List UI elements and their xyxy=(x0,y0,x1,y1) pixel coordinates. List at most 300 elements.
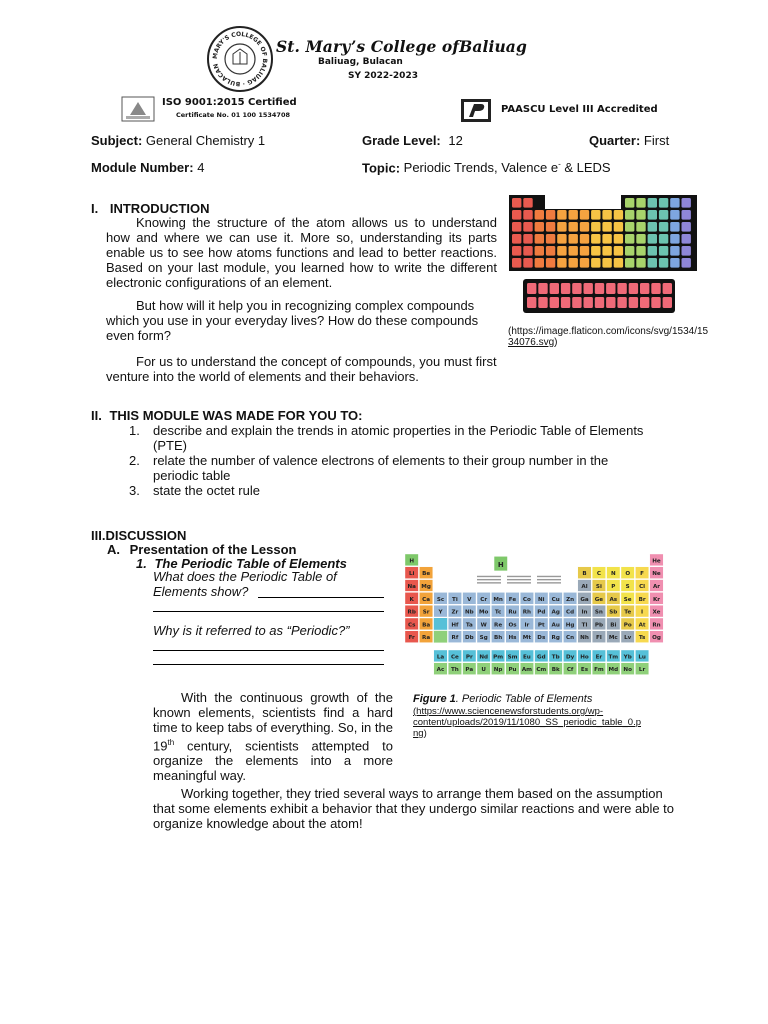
svg-text:Ti: Ti xyxy=(452,596,458,603)
element-cell xyxy=(635,580,648,592)
objective-text: describe and explain the trends in atomic properties in the Periodic Table of Elements xyxy=(153,423,644,438)
icon-cell xyxy=(625,210,634,220)
seal-text: MARY'S COLLEGE OF BALIUAG · BULACAN xyxy=(211,30,269,88)
element-cell xyxy=(491,605,504,617)
objective-number: 3. xyxy=(129,483,140,498)
icon-cell xyxy=(557,246,566,256)
legend-line xyxy=(537,582,561,583)
svg-text:N: N xyxy=(610,571,616,578)
element-cell xyxy=(650,567,663,579)
icon-cell-lower xyxy=(561,297,570,308)
actinide-cell xyxy=(592,663,605,675)
icon-cell-lower xyxy=(550,297,559,308)
element-cell xyxy=(578,580,591,592)
svg-text:Y: Y xyxy=(438,609,443,616)
icon-cell xyxy=(614,234,623,244)
svg-text:Re: Re xyxy=(494,622,503,629)
lanthanide-cell xyxy=(535,650,548,662)
icon-cell-lower xyxy=(527,283,536,294)
element-cell xyxy=(635,592,648,604)
element-cell xyxy=(506,605,519,617)
icon-cell xyxy=(546,246,555,256)
svg-text:Tl: Tl xyxy=(581,622,588,629)
element-cell xyxy=(578,592,591,604)
svg-text:Lu: Lu xyxy=(638,654,646,661)
topic-text-end: & LEDS xyxy=(560,160,611,176)
icon-cell xyxy=(546,258,555,268)
element-cell xyxy=(405,554,418,566)
element-cell xyxy=(563,618,576,630)
svg-text:Sn: Sn xyxy=(594,609,603,616)
icon-cell xyxy=(535,234,544,244)
element-cell xyxy=(607,631,620,643)
svg-text:As: As xyxy=(609,596,618,603)
svg-text:Fe: Fe xyxy=(508,596,517,603)
element-cell xyxy=(650,605,663,617)
answer-line-1a[interactable] xyxy=(258,597,384,598)
quarter-label: Quarter: xyxy=(589,133,641,148)
legend-line xyxy=(507,579,531,580)
element-cell xyxy=(463,618,476,630)
svg-text:Pa: Pa xyxy=(465,667,474,674)
quarter-value: First xyxy=(643,133,670,148)
icon-cell xyxy=(602,222,611,232)
element-cell xyxy=(419,580,432,592)
element-cell xyxy=(491,631,504,643)
svg-text:Gd: Gd xyxy=(536,654,546,661)
objectives-heading-number: II. xyxy=(91,408,102,423)
svg-text:H: H xyxy=(409,558,415,565)
element-cell xyxy=(592,567,605,579)
discussion-paragraph-2: Working together, they tried several ways to arrange them based on the assumption that some elements exhibit a behavior that they undergo similar reactions and were able to organize knowledge about the atom! xyxy=(153,786,675,831)
svg-text:Ac: Ac xyxy=(436,667,445,674)
svg-text:V: V xyxy=(467,596,472,603)
svg-text:Br: Br xyxy=(638,596,646,603)
svg-text:Ho: Ho xyxy=(580,654,589,661)
svg-text:Ga: Ga xyxy=(580,596,589,603)
figure-source-line-1[interactable]: (https://www.sciencenewsforstudents.org/wp- xyxy=(413,706,604,717)
icon-cell xyxy=(614,246,623,256)
objective-item xyxy=(129,453,689,483)
icon-cell xyxy=(557,234,566,244)
svg-text:Ar: Ar xyxy=(652,584,661,591)
icon-cell-lower xyxy=(527,297,536,308)
iso-title: ISO 9001:2015 Certified xyxy=(162,97,297,108)
element-cell xyxy=(592,580,605,592)
element-cell xyxy=(477,618,490,630)
svg-text:Ts: Ts xyxy=(638,635,646,642)
lanthanide-cell xyxy=(563,650,576,662)
legend-line xyxy=(477,576,501,577)
svg-text:Te: Te xyxy=(624,609,632,616)
svg-text:Zr: Zr xyxy=(451,609,459,616)
module-value: 4 xyxy=(197,160,205,175)
element-cell xyxy=(419,592,432,604)
lanthanide-cell xyxy=(578,650,591,662)
element-cell xyxy=(563,605,576,617)
actinide-cell xyxy=(491,663,504,675)
element-cell xyxy=(650,592,663,604)
icon-cell-lower xyxy=(584,297,593,308)
icon-cell xyxy=(512,198,521,208)
element-cell xyxy=(506,618,519,630)
element-cell xyxy=(621,580,634,592)
intro-heading-text: INTRODUCTION xyxy=(109,201,210,216)
icon-cell xyxy=(636,258,645,268)
element-cell xyxy=(477,631,490,643)
element-cell xyxy=(650,631,663,643)
icon-cell xyxy=(569,210,578,220)
icon-cell xyxy=(636,210,645,220)
lanthanide-cell xyxy=(477,650,490,662)
svg-text:Kr: Kr xyxy=(652,596,661,603)
element-cell xyxy=(607,567,620,579)
lanthanide-cell xyxy=(635,650,648,662)
icon-cell xyxy=(602,246,611,256)
element-cell xyxy=(448,631,461,643)
icon-cell xyxy=(636,246,645,256)
svg-text:Nh: Nh xyxy=(580,635,589,642)
svg-text:Sc: Sc xyxy=(436,596,445,603)
svg-text:Rh: Rh xyxy=(522,609,532,616)
svg-text:Md: Md xyxy=(608,667,619,674)
svg-text:Au: Au xyxy=(551,622,560,629)
legend-key-symbol: H xyxy=(497,560,504,569)
question-1-line-a: What does the Periodic Table of xyxy=(153,569,337,584)
svg-text:Hs: Hs xyxy=(508,635,517,642)
objective-item xyxy=(129,483,689,498)
svg-text:Li: Li xyxy=(408,571,415,578)
subject-label: Subject: xyxy=(91,133,143,148)
icon-cell-lower xyxy=(651,283,660,294)
svg-text:Rf: Rf xyxy=(451,635,459,642)
icon-cell xyxy=(659,258,668,268)
icon-cell xyxy=(625,198,634,208)
figure-source xyxy=(413,706,663,739)
icon-cell xyxy=(535,258,544,268)
icon-cell xyxy=(580,222,589,232)
icon-cell xyxy=(682,234,691,244)
icon-cell xyxy=(659,234,668,244)
quarter-field xyxy=(589,133,669,148)
svg-text:He: He xyxy=(652,558,661,565)
svg-text:F: F xyxy=(640,571,645,578)
objective-item xyxy=(129,423,689,453)
svg-text:Tm: Tm xyxy=(608,654,619,661)
actinide-cell xyxy=(607,663,620,675)
svg-text:W: W xyxy=(480,622,487,629)
element-cell xyxy=(650,618,663,630)
svg-text:C: C xyxy=(596,571,601,578)
objective-text-cont: (PTE) xyxy=(153,438,187,453)
presentation-letter: A. xyxy=(107,542,120,557)
svg-text:Zn: Zn xyxy=(566,596,575,603)
svg-text:Db: Db xyxy=(464,635,474,642)
lanthanide-cell xyxy=(463,650,476,662)
icon-cell xyxy=(580,234,589,244)
icon-cell xyxy=(670,234,679,244)
icon-cell-lower xyxy=(606,297,615,308)
series-placeholder-cell xyxy=(434,631,447,643)
pte-subheading-number: 1. xyxy=(136,556,147,571)
svg-text:Ce: Ce xyxy=(450,654,459,661)
svg-text:Mc: Mc xyxy=(608,635,618,642)
icon-cell xyxy=(659,222,668,232)
svg-text:Sg: Sg xyxy=(479,635,488,642)
icon-credit-close: ) xyxy=(554,337,558,348)
element-cell xyxy=(434,605,447,617)
svg-text:P: P xyxy=(611,584,616,591)
actinide-cell xyxy=(635,663,648,675)
element-cell xyxy=(549,631,562,643)
svg-text:Rb: Rb xyxy=(407,609,416,616)
grade-label: Grade Level: xyxy=(362,133,441,148)
answer-line-2b[interactable] xyxy=(153,664,384,665)
icon-cell-lower xyxy=(572,297,581,308)
topic-text: Periodic Trends, Valence e xyxy=(403,160,559,176)
topic-superscript: - xyxy=(558,160,561,169)
svg-text:Ne: Ne xyxy=(652,571,661,578)
question-2: Why is it referred to as “Periodic?” xyxy=(153,623,350,638)
element-cell xyxy=(434,592,447,604)
svg-text:Fr: Fr xyxy=(408,635,415,642)
legend-line xyxy=(477,582,501,583)
icon-cell xyxy=(535,210,544,220)
intro-paragraph-1: Knowing the structure of the atom allows us to understand how and where we can use it. More so, understanding its parts enable us to see how atoms functions and lead to better reactions. Based on your last module, you learned how to write the different electronic configurations of an element. xyxy=(106,215,497,290)
icon-cell xyxy=(546,222,555,232)
svg-text:At: At xyxy=(638,622,646,629)
element-cell xyxy=(607,618,620,630)
element-cell xyxy=(535,592,548,604)
svg-text:Cm: Cm xyxy=(536,667,547,674)
svg-text:Lr: Lr xyxy=(638,667,646,674)
icon-cell-lower xyxy=(606,283,615,294)
legend-line xyxy=(477,579,501,580)
svg-text:Ca: Ca xyxy=(422,596,431,603)
svg-text:Tb: Tb xyxy=(551,654,560,661)
icon-cell-lower xyxy=(617,283,626,294)
lanthanide-cell xyxy=(448,650,461,662)
college-seal xyxy=(207,26,273,92)
icon-cell xyxy=(591,246,600,256)
seal-emblem-icon xyxy=(209,28,271,90)
icon-cell-lower xyxy=(595,283,604,294)
icon-credit-link[interactable]: 34076.svg xyxy=(508,337,555,348)
figure-label: Figure 1 xyxy=(413,693,456,705)
objective-text: state the octet rule xyxy=(153,483,260,498)
icon-cell xyxy=(682,210,691,220)
element-cell xyxy=(405,618,418,630)
element-cell xyxy=(405,580,418,592)
element-cell xyxy=(592,592,605,604)
icon-cell xyxy=(625,222,634,232)
icon-cell xyxy=(614,210,623,220)
svg-text:Cd: Cd xyxy=(566,609,575,616)
icon-cell xyxy=(591,222,600,232)
element-cell xyxy=(491,618,504,630)
icon-cell xyxy=(636,234,645,244)
element-cell xyxy=(419,631,432,643)
icon-cell xyxy=(670,222,679,232)
icon-cell xyxy=(580,258,589,268)
subject-value: General Chemistry 1 xyxy=(145,133,266,148)
iso-certification-icon xyxy=(121,96,155,122)
svg-text:Cf: Cf xyxy=(566,667,574,674)
figure-source-line-2[interactable]: content/uploads/2019/11/1080_SS_periodic_table_0.p xyxy=(413,717,642,728)
icon-cell-lower xyxy=(640,283,649,294)
icon-cell xyxy=(614,258,623,268)
element-cell xyxy=(419,567,432,579)
module-field xyxy=(91,160,204,175)
lanthanide-cell xyxy=(506,650,519,662)
svg-text:Pu: Pu xyxy=(508,667,517,674)
svg-text:Mt: Mt xyxy=(522,635,532,642)
svg-text:Cr: Cr xyxy=(480,596,488,603)
figure-source-line-3[interactable]: ng xyxy=(413,728,424,739)
svg-text:Cn: Cn xyxy=(566,635,575,642)
icon-cell xyxy=(512,258,521,268)
icon-cell xyxy=(591,210,600,220)
icon-cell xyxy=(512,222,521,232)
intro-paragraph-3: For us to understand the concept of compounds, you must first venture into the world of elements and their behaviors. xyxy=(106,354,497,384)
svg-text:B: B xyxy=(582,571,587,578)
lanthanide-cell xyxy=(621,650,634,662)
icon-cell xyxy=(682,222,691,232)
actinide-cell xyxy=(621,663,634,675)
svg-text:O: O xyxy=(625,571,631,578)
svg-text:Tc: Tc xyxy=(494,609,502,616)
paascu-logo-icon xyxy=(461,99,491,122)
question-1 xyxy=(153,569,337,599)
svg-text:Og: Og xyxy=(652,635,661,642)
svg-text:Se: Se xyxy=(623,596,632,603)
discussion-heading xyxy=(91,528,186,543)
icon-cell xyxy=(670,246,679,256)
element-cell xyxy=(535,631,548,643)
element-cell xyxy=(448,605,461,617)
grade-value: 12 xyxy=(448,133,463,148)
icon-cell xyxy=(670,258,679,268)
icon-cell xyxy=(535,222,544,232)
element-cell xyxy=(549,605,562,617)
element-cell xyxy=(621,592,634,604)
icon-cell xyxy=(659,246,668,256)
objective-text-cont: periodic table xyxy=(153,468,231,483)
element-cell xyxy=(405,631,418,643)
svg-text:Ir: Ir xyxy=(524,622,530,629)
element-cell xyxy=(578,618,591,630)
svg-text:Ba: Ba xyxy=(422,622,431,629)
element-cell xyxy=(463,592,476,604)
superscript-th: th xyxy=(167,738,175,747)
svg-text:K: K xyxy=(409,596,414,603)
element-cell xyxy=(535,605,548,617)
icon-cell xyxy=(682,258,691,268)
actinide-cell xyxy=(563,663,576,675)
svg-text:S: S xyxy=(625,584,630,591)
svg-text:Ta: Ta xyxy=(465,622,473,629)
svg-text:Pt: Pt xyxy=(537,622,545,629)
svg-text:Es: Es xyxy=(580,667,589,674)
element-cell xyxy=(405,567,418,579)
element-cell xyxy=(607,605,620,617)
svg-text:Mo: Mo xyxy=(478,609,489,616)
actinide-cell xyxy=(535,663,548,675)
element-cell xyxy=(563,631,576,643)
objectives-list xyxy=(129,423,689,498)
grade-field xyxy=(362,133,463,148)
icon-cell-lower xyxy=(629,283,638,294)
element-cell xyxy=(448,592,461,604)
objective-number: 2. xyxy=(129,453,140,468)
icon-cell xyxy=(682,246,691,256)
icon-cell xyxy=(670,210,679,220)
element-cell xyxy=(520,592,533,604)
element-cell xyxy=(477,592,490,604)
icon-cell xyxy=(648,234,657,244)
icon-cell xyxy=(682,198,691,208)
icon-cell-lower xyxy=(538,283,547,294)
element-cell xyxy=(578,605,591,617)
icon-cell xyxy=(557,222,566,232)
objectives-heading xyxy=(91,408,363,423)
answer-line-1b[interactable] xyxy=(153,611,384,612)
icon-cell-lower xyxy=(584,283,593,294)
actinide-cell xyxy=(477,663,490,675)
element-cell xyxy=(635,618,648,630)
discussion-heading-text: DISCUSSION xyxy=(105,528,187,543)
svg-text:Bh: Bh xyxy=(493,635,503,642)
icon-cell xyxy=(523,234,532,244)
icon-cell xyxy=(523,210,532,220)
element-cell xyxy=(650,554,663,566)
lanthanide-cell xyxy=(549,650,562,662)
periodic-table-figure xyxy=(403,550,668,690)
topic-label: Topic: xyxy=(362,160,401,176)
element-cell xyxy=(448,618,461,630)
icon-cell xyxy=(648,210,657,220)
legend-line xyxy=(537,576,561,577)
svg-text:Ru: Ru xyxy=(508,609,517,616)
icon-cell xyxy=(648,198,657,208)
icon-cell xyxy=(591,234,600,244)
icon-cell xyxy=(580,210,589,220)
element-cell xyxy=(419,618,432,630)
element-cell xyxy=(621,618,634,630)
intro-paragraph-2: But how will it help you in recognizing complex compounds which you use in your everyday lives? How do these compounds even form? xyxy=(106,298,479,343)
svg-text:Al: Al xyxy=(581,584,588,591)
actinide-cell xyxy=(506,663,519,675)
svg-text:U: U xyxy=(481,667,486,674)
element-cell xyxy=(549,592,562,604)
lanthanide-cell xyxy=(592,650,605,662)
lanthanide-cell xyxy=(607,650,620,662)
discussion-paragraph-1-text: With the continuous growth of the known elements, scientists find a hard time to keep tabs of everything. So, in the 19 xyxy=(153,690,393,754)
icon-cell-lower xyxy=(640,297,649,308)
element-cell xyxy=(549,618,562,630)
svg-text:Dy: Dy xyxy=(565,654,575,661)
legend-line xyxy=(507,576,531,577)
svg-text:Fm: Fm xyxy=(594,667,604,674)
iso-certificate-number: Certificate No. 01 100 1534708 xyxy=(176,111,290,119)
icon-cell xyxy=(591,258,600,268)
actinide-cell xyxy=(578,663,591,675)
svg-text:Cl: Cl xyxy=(639,584,646,591)
icon-cell xyxy=(557,258,566,268)
intro-heading xyxy=(91,201,210,216)
answer-line-2a[interactable] xyxy=(153,650,384,651)
element-cell xyxy=(578,567,591,579)
